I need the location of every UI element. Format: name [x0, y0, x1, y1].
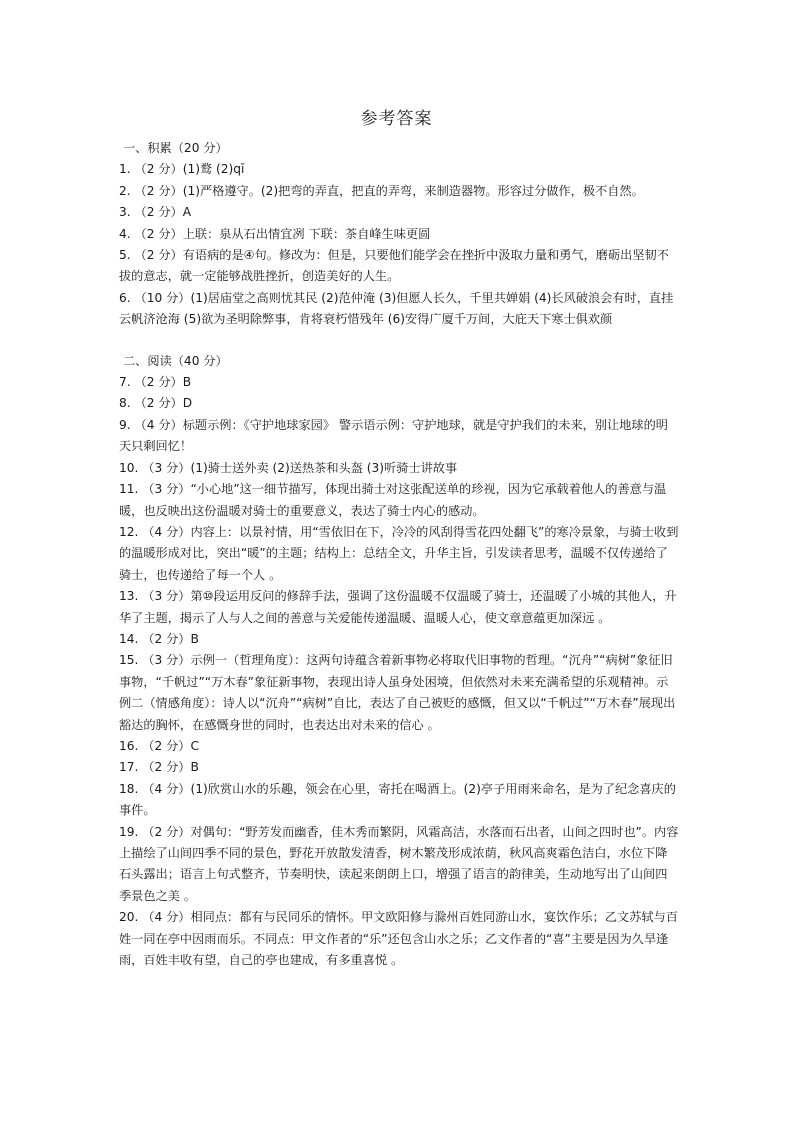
section-heading: 一、积累（20 分）	[123, 141, 228, 155]
answer-item-4: 4. （2 分）上联：泉从石出情宜冽 下联：茶自峰生味更圆	[119, 226, 431, 241]
page-title: 参考答案	[360, 109, 433, 129]
section-accumulation	[119, 138, 679, 331]
answer-item-2: 2. （2 分）(1)严格遵守。(2)把弯的弄直，把直的弄弯，来制造器物。形容过分做作，极不自然。	[119, 183, 644, 198]
answer-item-16: 16. （2 分）C	[119, 738, 199, 753]
answer-item-8: 8. （2 分）D	[119, 396, 193, 411]
answer-item-9: 9. （4 分）标题示例：《守护地球家园》 警示语示例：守护地球，就是守护我们的未来，别让地球的明天只剩回忆！	[119, 417, 668, 454]
answer-item-1: 1. （2 分）(1)鹜 (2)qī	[119, 162, 245, 177]
answer-item-11: 11. （3 分）“小心地”这一细节描写，体现出骑士对这张配送单的珍视，因为它承载着他人的善意与温暖，也反映出这份温暖对骑士的重要意义，表达了骑士内心的感动。	[119, 482, 667, 518]
answer-item-19: 19. （2 分）对偶句：“野芳发而幽香，佳木秀而繁阴，风霜高洁，水落而石出者，山间之四时也”。内容上描绘了山间四季不同的景色，野花开放散发清香，树木繁茂形成浓荫，秋风高爽霜色洁白，水位下降石头露出；语言上句式整齐，节奏明快，读起来朗朗上口，增强了语言的韵律美，生动地写出了山间四季景色之美 。	[119, 824, 679, 903]
answer-item-7: 7. （2 分）B	[119, 375, 192, 390]
section-heading: 二、阅读（40 分）	[123, 353, 228, 368]
answer-content	[119, 138, 679, 971]
answer-item-14: 14. （2 分）B	[119, 631, 199, 646]
answer-item-3: 3. （2 分）A	[119, 205, 192, 220]
section-spacer	[119, 331, 679, 351]
answer-item-20: 20. （4 分）相同点：都有与民同乐的情怀。甲文欧阳修与滁州百姓同游山水，宴饮作乐；乙文苏轼与百姓一同在亭中因雨而乐。不同点：甲文作者的“乐”还包含山水之乐；乙文作者的“喜”主要是因为久旱逢雨，百姓丰收有望，自己的亭也建成，有多重喜悦 。	[119, 910, 678, 968]
answer-item-6: 6. （10 分）(1)居庙堂之高则忧其民 (2)范仲淹 (3)但愿人长久，千里共婵娟 (4)长风破浪会有时，直挂云帆济沧海 (5)欲为圣明除弊事，肯将衰朽惜残年 (6)安得广厦千万间，大庇天下寒士俱欢颜	[119, 290, 674, 327]
answer-item-10: 10. （3 分）(1)骑士送外卖 (2)送热茶和头盔 (3)听骑士讲故事	[119, 460, 458, 475]
answer-item-15: 15. （3 分）示例一（哲理角度）：这两句诗蕴含着新事物必将取代旧事物的哲理。“沉舟”“病树”象征旧事物，“千帆过”“万木春”象征新事物，表现出诗人虽身处困境，但依然对未来充满希望的乐观精神。示例二（情感角度）：诗人以“沉舟”“病树”自比，表达了自己被贬的感慨，但又以“千帆过”“万木春”展现出豁达的胸怀，在感慨身世的同时，也表达出对未来的信心 。	[119, 653, 676, 732]
answer-item-17: 17. （2 分）B	[119, 760, 199, 775]
answer-item-18: 18. （4 分）(1)欣赏山水的乐趣，领会在心里，寄托在喝酒上。(2)亭子用雨来命名，是为了纪念喜庆的事件。	[119, 781, 676, 818]
answer-item-13: 13. （3 分）第⑩段运用反问的修辞手法，强调了这份温暖不仅温暖了骑士，还温暖了小城的其他人，升华了主题，揭示了人与人之间的善意与关爱能传递温暖、温暖人心，使文章意蕴更加深远 。	[119, 589, 677, 625]
answer-item-5: 5. （2 分）有语病的是④句。修改为：但是，只要他们能学会在挫折中汲取力量和勇气，磨砺出坚韧不拔的意志，就一定能够战胜挫折，创造美好的人生。	[119, 248, 669, 284]
answer-item-12: 12. （4 分）内容上：以景衬情，用“雪依旧在下，冷冷的风刮得雪花四处翻飞”的寒冷景象，与骑士收到的温暖形成对比，突出“暖”的主题；结构上：总结全文，升华主旨，引发读者思考，温暖不仅传递给了骑士，也传递给了每一个人 。	[119, 524, 679, 582]
section-reading	[119, 351, 679, 972]
